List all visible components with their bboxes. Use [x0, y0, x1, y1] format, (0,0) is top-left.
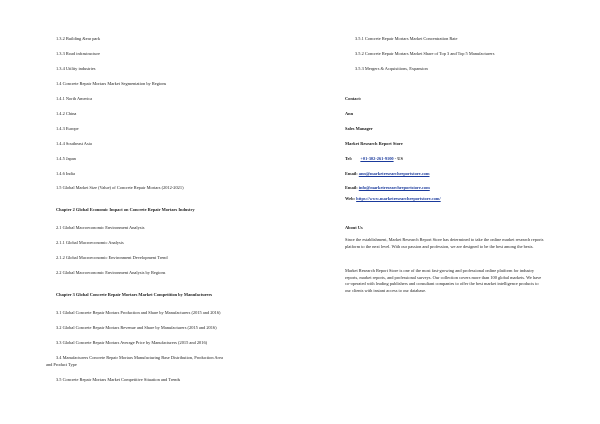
toc-entry: 1.4.3 Europe: [56, 126, 79, 131]
toc-entry: 3.5 Concrete Repair Mortars Market Competitive Situation and Trends: [56, 377, 181, 382]
contact-role: Sales Manager: [345, 126, 373, 131]
toc-entry: 1.3.3 Road infrastructure: [56, 51, 100, 56]
toc-entry: 1.4.4 Southeast Asia: [56, 141, 92, 146]
tel-row: [345, 156, 403, 163]
toc-entry: 2.2 Global Macroeconomic Environment Analysis by Regions: [56, 270, 166, 275]
toc-entry: 1.5 Global Market Size (Value) of Concrete Repair Mortars (2012-2021): [56, 185, 184, 190]
toc-entry: 1.3.2 Building &ear park: [56, 36, 101, 41]
contact-heading: Contact:: [345, 96, 362, 101]
toc-entry: 2.1.1 Global Macroeconomic Analysis: [56, 240, 124, 245]
email-link[interactable]: info@marketresearchreportstore.com: [358, 185, 430, 190]
tel-suffix: - US: [393, 156, 403, 161]
toc-entry: and Product Type: [46, 362, 77, 367]
toc-entry: 1.4.2 China: [56, 111, 77, 116]
about-paragraph: Since the establishment, Market Research Report Store has determined to take the online market research reports platform to the next level. With our passion and profession, we are designed to be the best among the bests.: [345, 237, 544, 249]
contact-name: Ann: [345, 111, 354, 116]
toc-entry: 3.5.1 Concrete Repair Mortars Market Concentration Rate: [355, 36, 458, 41]
company-name: Market Research Report Store: [345, 141, 403, 146]
tel-label: Tel:: [345, 156, 353, 161]
toc-entry: 1.4.5 Japan: [56, 156, 76, 161]
about-heading: About Us: [345, 225, 363, 230]
toc-entry: 3.3 Global Concrete Repair Mortars Average Price by Manufacturers (2015 and 2016): [56, 340, 208, 345]
toc-entry: 1.4.6 India: [56, 171, 75, 176]
tel-link[interactable]: +01-302-261-9100: [360, 156, 394, 161]
toc-entry: 3.4 Manufacturers Concrete Repair Mortars Manufacturing Base Distribution, Production Area: [56, 355, 223, 360]
toc-entry: 3.5.3 Mergers & Acquisitions, Expansion: [355, 66, 428, 71]
toc-entry: 2.1 Global Macroeconomic Environment Analysis: [56, 225, 145, 230]
toc-entry: 3.1 Global Concrete Repair Mortars Production and Share by Manufacturers (2015 and 2016): [56, 310, 221, 315]
email-label: Email:: [345, 185, 358, 190]
chapter-heading: Chapter 3 Global Concrete Repair Mortars Market Competition by Manufacturers: [56, 292, 213, 297]
toc-entry: 3.2 Global Concrete Repair Mortars Revenue and Share by Manufacturers (2015 and 2016): [56, 325, 217, 330]
about-paragraph: Market Research Report Store is one of the most fast-growing and professional online platform for industry reports, market reports, and professional surveys. Our collection covers more than 100 global markets. We have co-operated with leading publishers and consultant companies to offer the best market intelligence products to our clients with instant access to our database.: [345, 268, 542, 293]
toc-entry: 1.3.4 Utility industries: [56, 66, 96, 71]
toc-entry: 3.5.2 Concrete Repair Mortars Market Share of Top 3 and Top 5 Manufacturers: [355, 51, 495, 56]
toc-entry: 1.4 Concrete Repair Mortars Market Segmentation by Regions: [56, 81, 167, 86]
web-label: Web:: [345, 196, 356, 201]
email-label: Email:: [345, 171, 358, 176]
email-row: [345, 171, 430, 178]
website-link[interactable]: https://www.marketresearchreportstore.com/: [356, 196, 441, 201]
web-row: [345, 196, 441, 203]
chapter-heading: Chapter 2 Global Economic Impact on Concrete Repair Mortars Industry: [56, 207, 195, 212]
email-row: [345, 185, 430, 192]
toc-entry: 2.1.2 Global Macroeconomic Environment Development Trend: [56, 255, 168, 260]
toc-entry: 1.4.1 North America: [56, 96, 93, 101]
email-link[interactable]: ann@marketresearchreportstore.com: [358, 171, 430, 176]
